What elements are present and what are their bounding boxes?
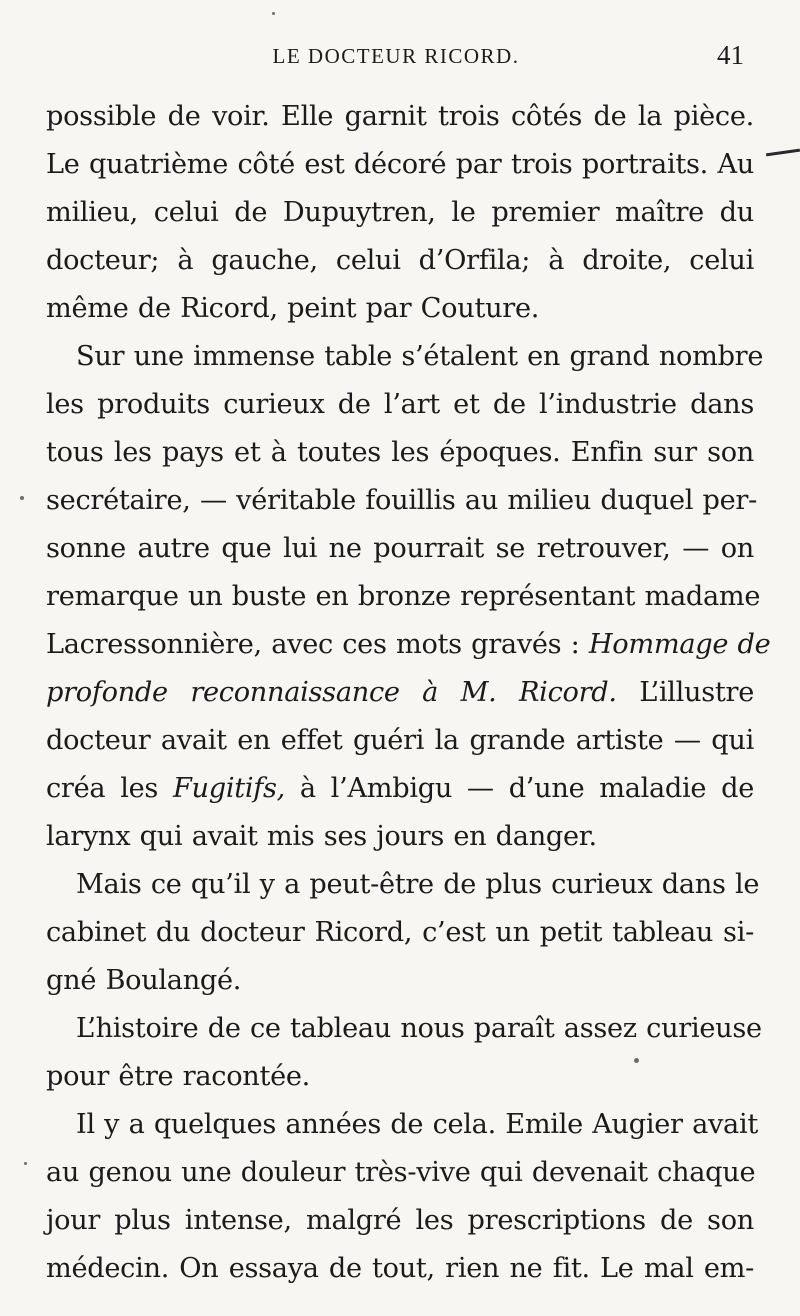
text-line: Sur une immense table s’étalent en grand nombre — [76, 341, 764, 372]
paper-speck — [272, 12, 275, 15]
text-line: les produits curieux de l’art et de l’industrie dans — [46, 389, 754, 420]
text-segment: à l’Ambigu — d’une maladie de — [299, 773, 754, 804]
text-line: tous les pays et à toutes les époques. Enfin sur son — [46, 437, 754, 468]
text-segment: créa les — [46, 773, 159, 804]
running-head — [44, 40, 748, 76]
margin-mark — [766, 149, 800, 157]
paper-speck — [24, 1162, 27, 1165]
italic-text: Fugitifs, — [172, 773, 285, 804]
text-line: Le quatrième côté est décoré par trois portraits. Au — [46, 149, 754, 180]
text-line: même de Ricord, peint par Couture. — [46, 293, 540, 324]
text-line: secrétaire, — véritable fouillis au milieu duquel per- — [46, 485, 758, 516]
running-title: LE DOCTEUR RICORD. — [272, 44, 520, 68]
italic-text: Hommage de — [588, 629, 771, 660]
text-line: cabinet du docteur Ricord, c’est un petit tableau si- — [46, 917, 754, 948]
page-number: 41 — [717, 40, 744, 70]
text-line — [46, 626, 771, 664]
text-line: Il y a quelques années de cela. Emile Augier avait — [76, 1109, 758, 1140]
text-line — [46, 674, 754, 712]
text-line: L’histoire de ce tableau nous paraît assez curieuse — [76, 1013, 762, 1044]
text-line: au genou une douleur très-vive qui devenait chaque — [46, 1157, 756, 1188]
text-line: pour être racontée. — [46, 1061, 311, 1092]
text-line: gné Boulangé. — [46, 965, 242, 996]
paper-speck — [634, 1058, 639, 1063]
text-line: remarque un buste en bronze représentant madame — [46, 581, 761, 612]
italic-text: profonde reconnaissance à M. Ricord. — [46, 677, 617, 708]
text-line: médecin. On essaya de tout, rien ne fit. Le mal em- — [46, 1253, 754, 1284]
text-line: docteur; à gauche, celui d’Orfila; à droite, celui — [46, 245, 754, 276]
text-line: larynx qui avait mis ses jours en danger. — [46, 821, 597, 852]
text-line: milieu, celui de Dupuytren, le premier maître du — [46, 197, 754, 228]
text-line: docteur avait en effet guéri la grande artiste — qui — [46, 725, 754, 756]
text-segment: L’illustre — [639, 677, 755, 708]
text-line: sonne autre que lui ne pourrait se retrouver, — on — [46, 533, 754, 564]
paper-speck — [20, 496, 24, 500]
text-line — [46, 770, 754, 808]
text-line: jour plus intense, malgré les prescriptions de son — [46, 1205, 754, 1236]
text-segment: Lacressonnière, avec ces mots gravés : — [46, 629, 580, 660]
text-line: Mais ce qu’il y a peut-être de plus curieux dans le — [76, 869, 760, 900]
text-line: possible de voir. Elle garnit trois côtés de la pièce. — [46, 101, 754, 132]
